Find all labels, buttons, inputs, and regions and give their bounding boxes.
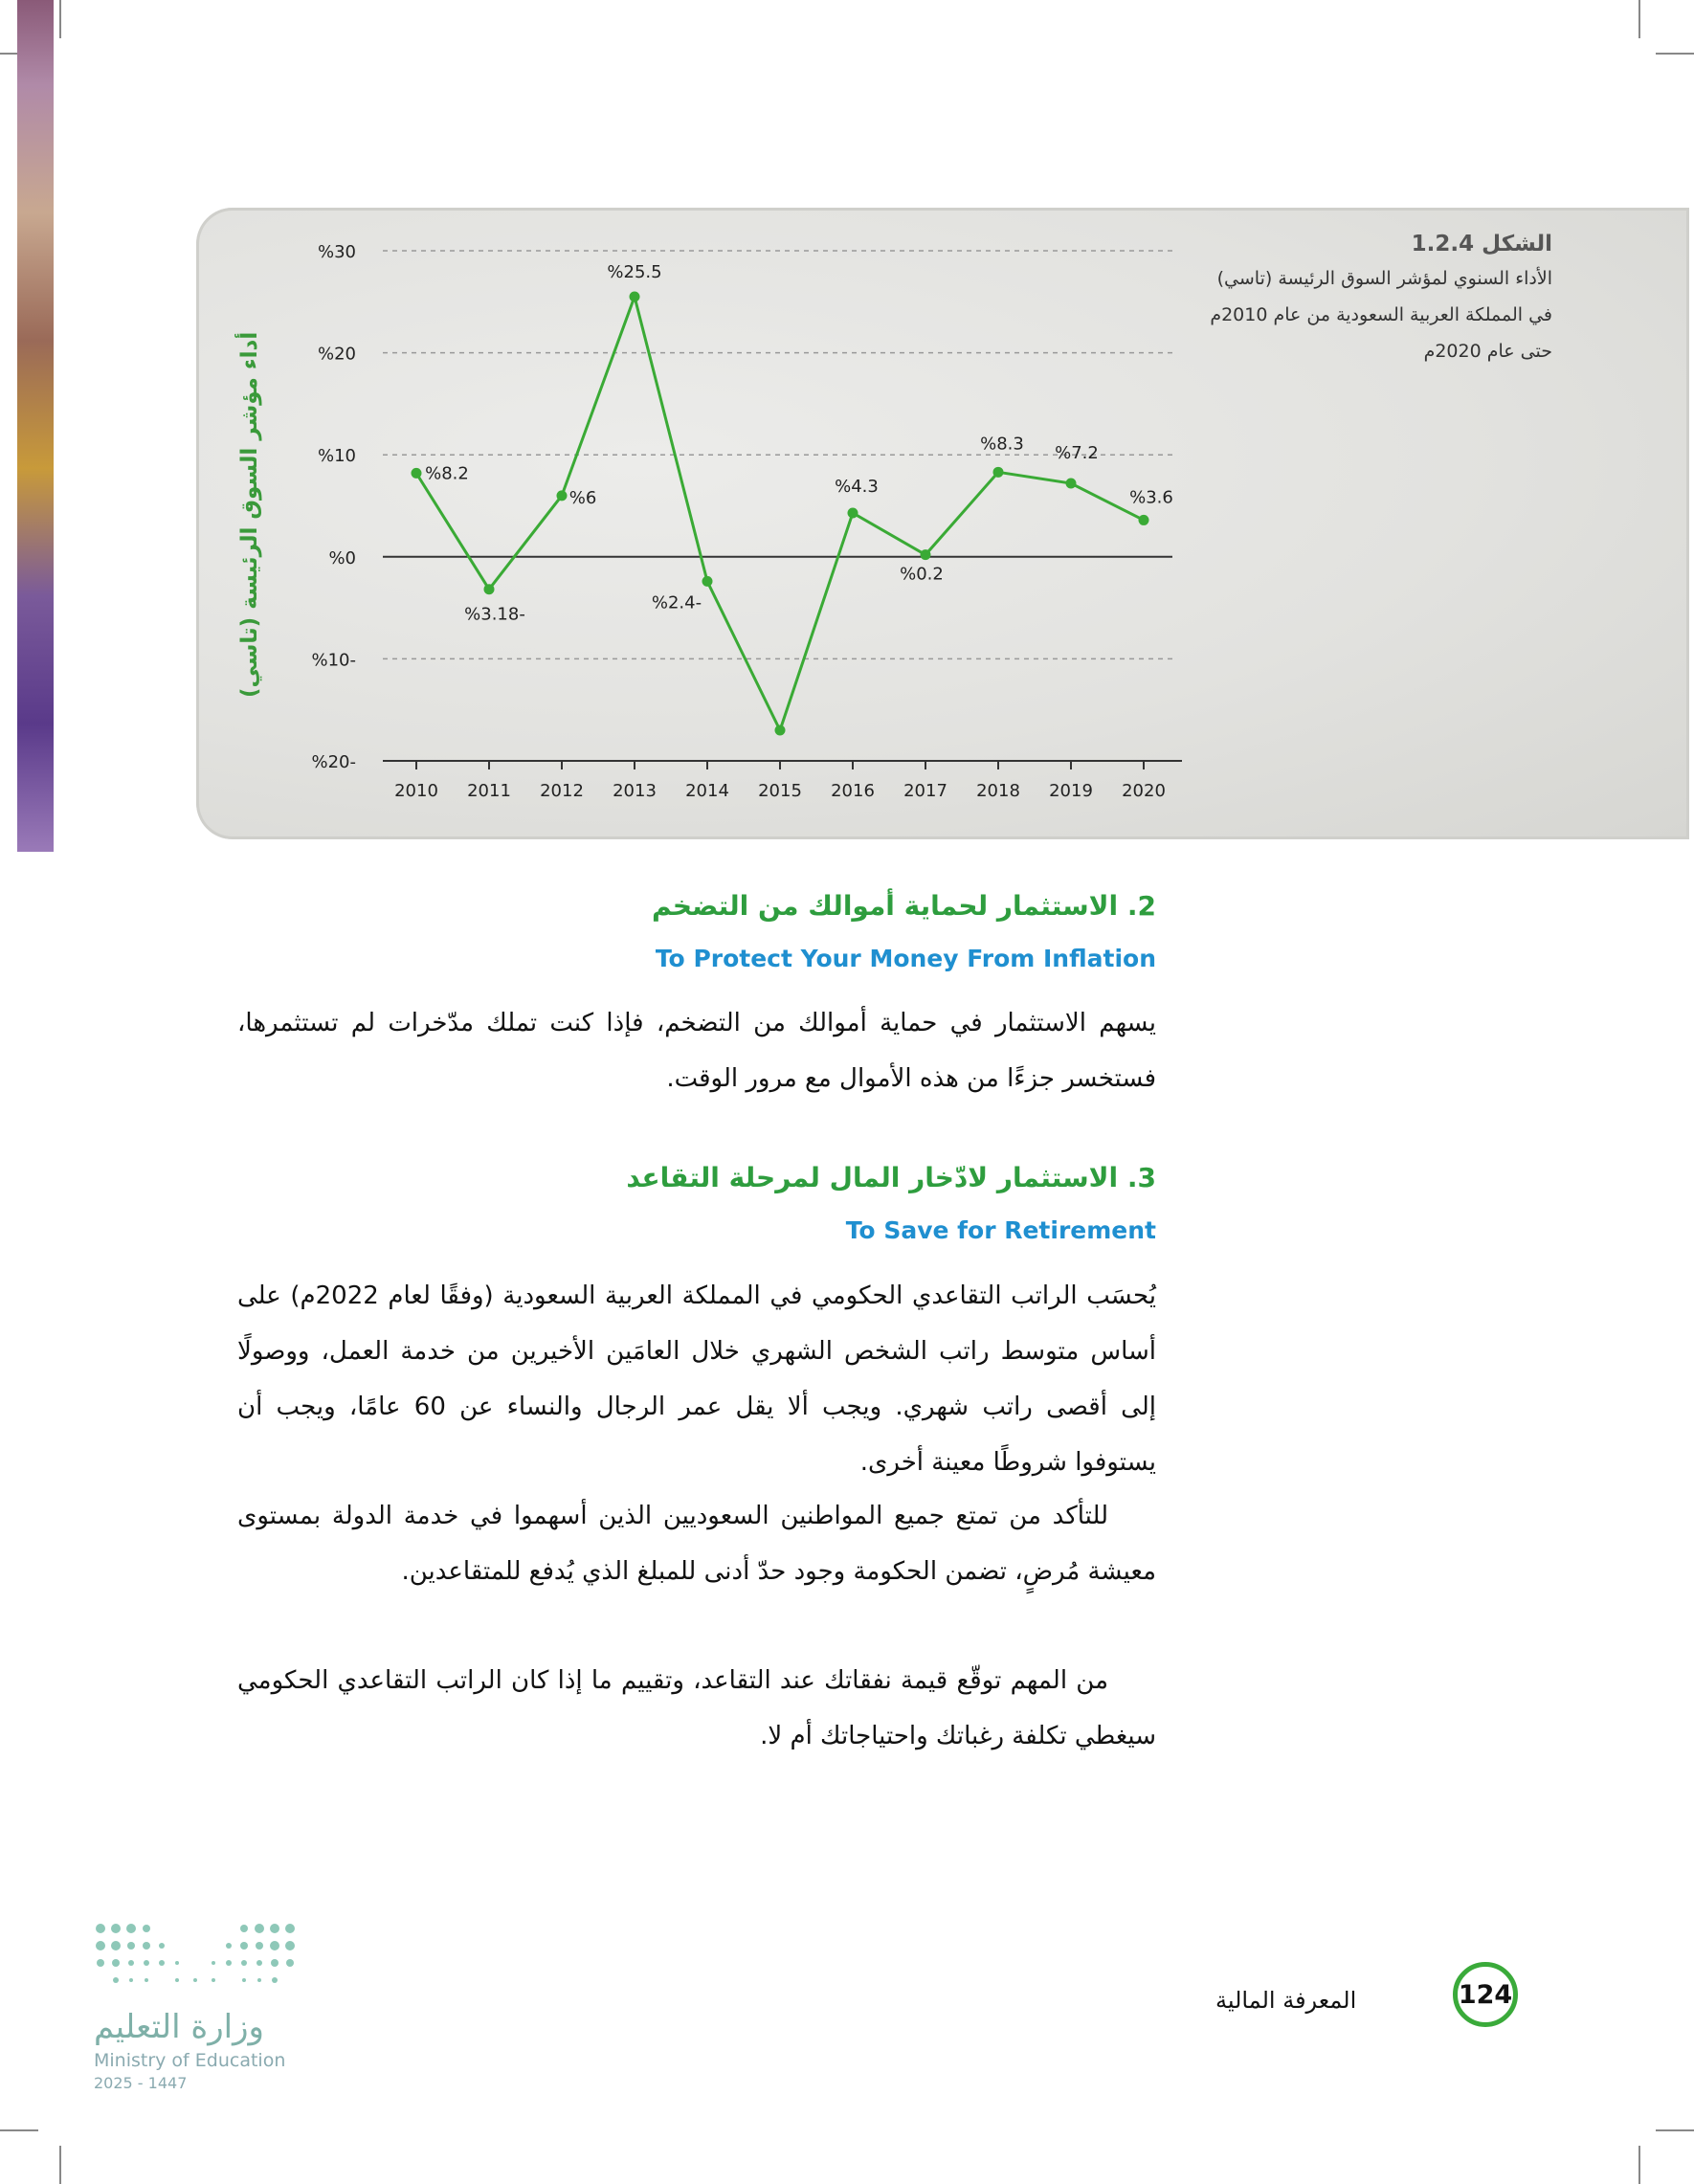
data-point xyxy=(412,468,422,479)
crop-mark xyxy=(1656,2129,1694,2131)
ministry-logo-icon xyxy=(91,1919,311,2005)
data-point xyxy=(1066,479,1077,489)
data-point xyxy=(630,291,640,301)
section-3-paragraph-2: للتأكد من تمتع جميع المواطنين السعوديين الذين أسهموا في خدمة الدولة بمستوى معيشة مُرضٍ، تضمن الحكومة وجود حدّ أدنى للمبلغ الذي يُدفع للمتقاعدين. xyxy=(237,1502,1156,1586)
line-chart xyxy=(278,230,1206,823)
crop-mark xyxy=(1638,0,1640,38)
x-tick-label: 2019 xyxy=(1049,781,1093,801)
ministry-name-ar: وزارة التعليم xyxy=(94,2008,264,2046)
x-tick-label: 2011 xyxy=(467,781,511,801)
ministry-name-en: Ministry of Education xyxy=(94,2050,286,2071)
y-tick-label: %10 xyxy=(317,446,356,467)
section-3-heading: 3. الاستثمار لادّخار المال لمرحلة التقاعد xyxy=(626,1162,1156,1193)
data-label: %8.3 xyxy=(980,434,1024,455)
figure-caption-text: الأداء السنوي لمؤشر السوق الرئيسة (تاسي) في المملكة العربية السعودية من عام 2010م حتى عام 2020م xyxy=(1210,268,1552,362)
book-title: المعرفة المالية xyxy=(1215,1987,1357,2014)
ministry-years: 2025 - 1447 xyxy=(94,2074,188,2092)
crop-mark xyxy=(59,2146,61,2184)
x-tick-label: 2010 xyxy=(394,781,438,801)
x-tick-label: 2014 xyxy=(685,781,729,801)
data-label: %2.4- xyxy=(651,592,702,613)
section-2-subheading: To Protect Your Money From Inflation xyxy=(655,945,1156,972)
figure-caption xyxy=(1208,232,1552,369)
data-point xyxy=(993,467,1004,478)
data-point xyxy=(921,549,931,560)
data-point xyxy=(702,576,713,587)
x-tick-label: 2018 xyxy=(976,781,1020,801)
section-3-paragraph-3: من المهم توقّع قيمة نفقاتك عند التقاعد، وتقييم ما إذا كان الراتب التقاعدي الحكومي سيغطي تكلفة رغباتك واحتياجاتك أم لا. xyxy=(237,1666,1156,1750)
data-point xyxy=(557,490,568,501)
x-tick-label: 2012 xyxy=(540,781,584,801)
x-tick-label: 2016 xyxy=(831,781,875,801)
x-tick-label: 2015 xyxy=(758,781,802,801)
data-label: %7.2 xyxy=(1055,443,1099,464)
section-2-paragraph: يسهم الاستثمار في حماية أموالك من التضخم، فإذا كنت تملك مدّخرات لم تستثمرها، فستخسر جزءًا من هذه الأموال مع مرور الوقت. xyxy=(237,1009,1156,1093)
figure-label: الشكل 1.2.4 xyxy=(1411,232,1552,256)
data-label: %25.5 xyxy=(607,261,662,282)
y-tick-label: %10- xyxy=(311,650,356,671)
data-point xyxy=(1139,515,1149,525)
decorative-image-strip xyxy=(17,0,54,852)
y-axis-title: أداء مؤشر السوق الرئيسة (تاسي) xyxy=(237,331,262,699)
y-tick-label: %20- xyxy=(311,752,356,772)
section-2-heading: 2. الاستثمار لحماية أموالك من التضخم xyxy=(651,890,1156,922)
y-tick-label: %0 xyxy=(328,547,356,568)
data-label: %8.2 xyxy=(425,463,469,484)
data-point xyxy=(775,725,786,736)
data-label: %0.2 xyxy=(900,564,944,585)
x-tick-label: 2013 xyxy=(613,781,657,801)
y-tick-label: %30 xyxy=(317,242,356,262)
data-label: %6 xyxy=(568,487,597,508)
series-line xyxy=(416,297,1144,730)
crop-mark xyxy=(59,0,61,38)
crop-mark xyxy=(1656,53,1694,55)
x-tick-label: 2017 xyxy=(903,781,947,801)
section-3-subheading: To Save for Retirement xyxy=(845,1216,1156,1244)
page-number: 124 xyxy=(1453,1962,1518,2027)
data-label: %4.3 xyxy=(835,476,879,497)
data-label: %3.6 xyxy=(1129,487,1173,508)
x-tick-label: 2020 xyxy=(1122,781,1166,801)
data-label: %3.18- xyxy=(464,604,525,625)
data-point xyxy=(848,507,858,518)
crop-mark xyxy=(0,2129,38,2131)
data-point xyxy=(484,584,495,594)
crop-mark xyxy=(1638,2146,1640,2184)
y-tick-label: %20 xyxy=(317,344,356,365)
section-3-paragraph-1: يُحسَب الراتب التقاعدي الحكومي في المملكة العربية السعودية (وفقًا لعام 2022م) على أساس متوسط راتب الشخص الشهري خلال العامَين الأخيرين من خدمة العمل، ووصولًا إلى أقصى راتب شهري. ويجب ألا يقل عمر الرجال والنساء عن 60 عامًا، ويجب أن يستوفوا شروطًا معينة أخرى. xyxy=(237,1281,1156,1477)
